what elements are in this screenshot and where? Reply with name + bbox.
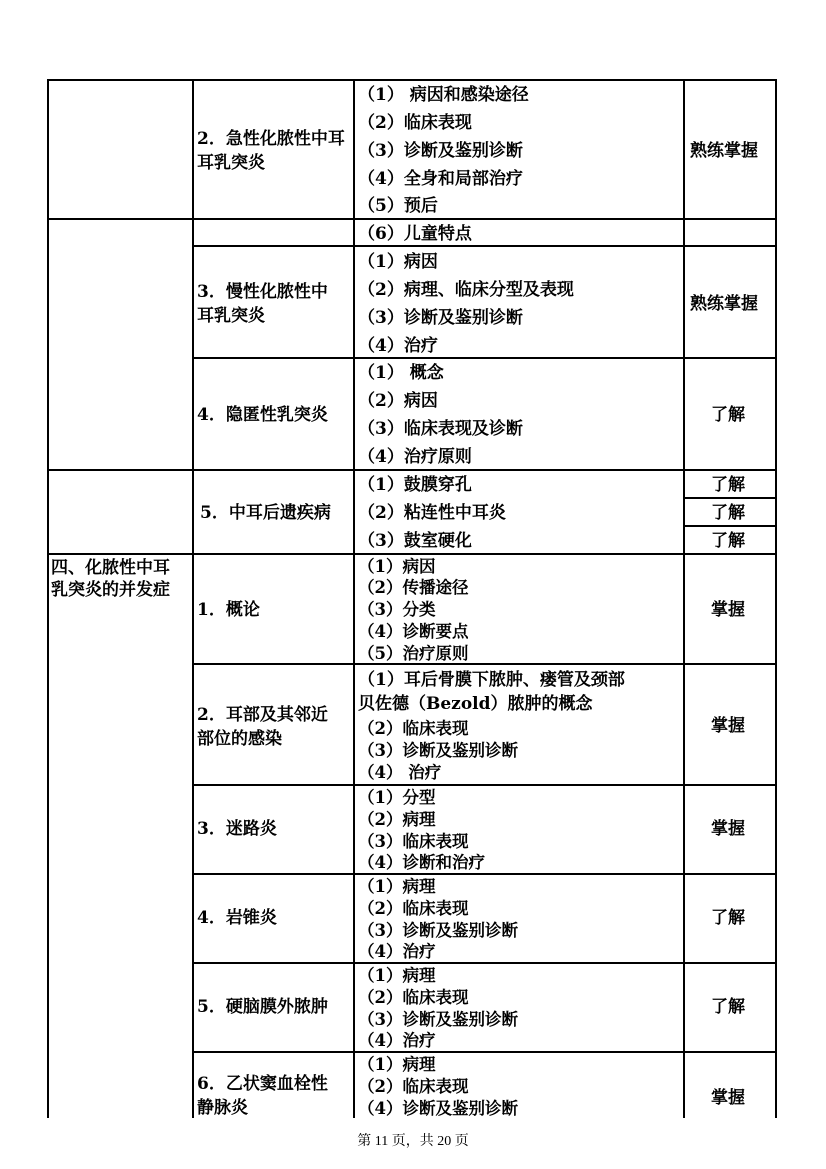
item-text: （2）临床表现 — [358, 899, 469, 918]
row-separator — [683, 525, 777, 527]
item-text: （1）病理 — [358, 1055, 436, 1074]
topic-cell: 1．概论 — [197, 600, 260, 620]
item-text: （1）鼓膜穿孔 — [358, 475, 472, 495]
item-text: （5）治疗原则 — [358, 644, 469, 663]
item-text: （2）传播途径 — [358, 578, 469, 597]
item-text: （6）儿童特点 — [358, 224, 472, 244]
item-text: （1） 概念 — [358, 363, 444, 383]
level-cell: 掌握 — [711, 819, 745, 839]
item-text: （1）病因 — [358, 252, 438, 272]
level-cell: 熟练掌握 — [690, 294, 758, 314]
item-text: （1）分型 — [358, 788, 436, 807]
level-cell: 掌握 — [711, 716, 745, 736]
level-cell: 了解 — [711, 475, 745, 495]
item-text: （3）分类 — [358, 600, 436, 619]
level-cell: 了解 — [711, 531, 745, 551]
item-text: （1）病理 — [358, 966, 436, 985]
item-text: （2）粘连性中耳炎 — [358, 503, 506, 523]
row-separator — [47, 553, 777, 555]
row-separator — [192, 663, 777, 665]
item-text: （3）诊断及鉴别诊断 — [358, 1010, 518, 1029]
row-separator — [192, 784, 777, 786]
level-cell: 了解 — [711, 997, 745, 1017]
table-border-left — [47, 79, 49, 1118]
item-text: （4）诊断及鉴别诊断 — [358, 1099, 518, 1118]
topic-cell: 4．岩锥炎 — [197, 908, 277, 928]
row-separator — [192, 1051, 777, 1053]
section-cell: 四、化脓性中耳 — [51, 558, 170, 578]
level-cell: 了解 — [711, 503, 745, 523]
item-text: （1）病理 — [358, 877, 436, 896]
topic-cell: 6．乙状窦血栓性 — [197, 1074, 328, 1094]
topic-cell: 3．迷路炎 — [197, 819, 277, 839]
item-text: （3）诊断及鉴别诊断 — [358, 741, 518, 760]
item-text: （3）临床表现 — [358, 832, 469, 851]
item-text: （3）诊断及鉴别诊断 — [358, 308, 523, 328]
item-text: （2）临床表现 — [358, 1077, 469, 1096]
topic-cell: 5．硬脑膜外脓肿 — [197, 997, 328, 1017]
item-text: （5）预后 — [358, 196, 438, 216]
row-separator — [47, 469, 777, 471]
item-text: （2）临床表现 — [358, 113, 472, 133]
item-text: （4）全身和局部治疗 — [358, 169, 523, 189]
row-separator — [192, 245, 777, 247]
item-text: （4） 治疗 — [358, 763, 442, 782]
topic-cell: 2．急性化脓性中耳 — [197, 129, 345, 149]
item-text: （1） 病因和感染途径 — [358, 85, 529, 105]
item-text: 贝佐德（Bezold）脓肿的概念 — [358, 694, 593, 714]
item-text: （4）诊断和治疗 — [358, 853, 485, 872]
topic-cell: 静脉炎 — [197, 1098, 248, 1118]
item-text: （3）鼓室硬化 — [358, 531, 472, 551]
topic-cell: 耳乳突炎 — [197, 306, 265, 326]
item-text: （1）耳后骨膜下脓肿、瘘管及颈部 — [358, 670, 625, 690]
row-separator — [192, 962, 777, 964]
item-text: （4）治疗 — [358, 336, 438, 356]
item-text: （2）病理 — [358, 810, 436, 829]
page-footer: 第 11 页，共 20 页 — [357, 1134, 469, 1149]
item-text: （4）诊断要点 — [358, 622, 469, 641]
section-cell: 乳突炎的并发症 — [51, 580, 170, 600]
topic-cell: 5．中耳后遗疾病 — [200, 503, 331, 523]
row-separator — [683, 497, 777, 499]
item-text: （2）病因 — [358, 391, 438, 411]
topic-cell: 4．隐匿性乳突炎 — [197, 405, 328, 425]
item-text: （2）临床表现 — [358, 988, 469, 1007]
item-text: （4）治疗原则 — [358, 447, 472, 467]
item-text: （1）病因 — [358, 557, 436, 576]
row-separator — [192, 873, 777, 875]
level-cell: 了解 — [711, 908, 745, 928]
level-cell: 熟练掌握 — [690, 141, 758, 161]
item-text: （4）治疗 — [358, 942, 436, 961]
item-text: （3）诊断及鉴别诊断 — [358, 141, 523, 161]
level-cell: 掌握 — [711, 600, 745, 620]
item-text: （3）诊断及鉴别诊断 — [358, 921, 518, 940]
row-separator — [192, 357, 777, 359]
item-text: （2）临床表现 — [358, 719, 469, 738]
row-separator — [47, 218, 777, 220]
topic-cell: 耳乳突炎 — [197, 153, 265, 173]
level-cell: 了解 — [711, 405, 745, 425]
topic-cell: 3．慢性化脓性中 — [197, 282, 328, 302]
topic-cell: 部位的感染 — [197, 729, 282, 749]
item-text: （2）病理、临床分型及表现 — [358, 280, 574, 300]
topic-cell: 2．耳部及其邻近 — [197, 705, 328, 725]
level-cell: 掌握 — [711, 1088, 745, 1108]
item-text: （3）临床表现及诊断 — [358, 419, 523, 439]
item-text: （4）治疗 — [358, 1031, 436, 1050]
table-border-top — [47, 79, 777, 81]
